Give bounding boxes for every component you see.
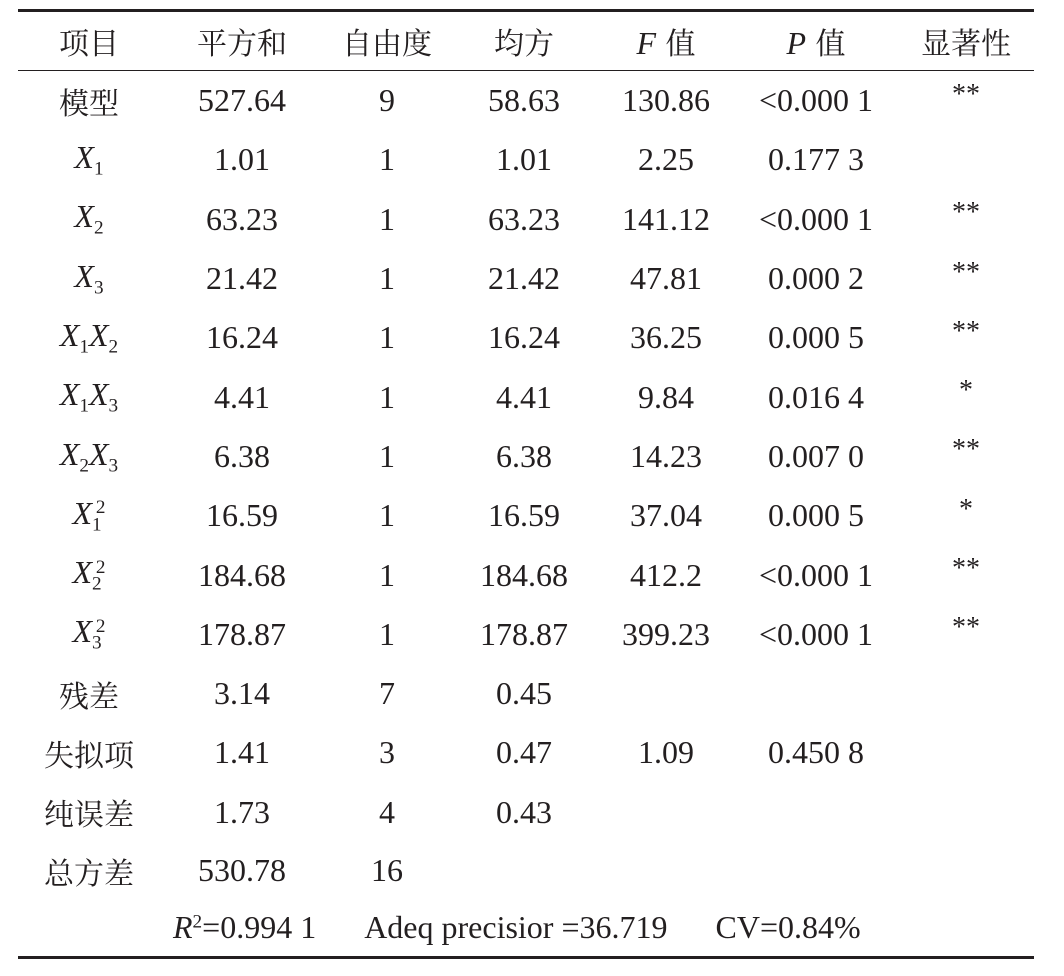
cell-significance: * [959, 493, 973, 525]
cell-degrees-of-freedom: 3 [379, 734, 395, 771]
cell-item: 残差 [59, 679, 119, 715]
cell-significance: ** [952, 434, 980, 466]
cell-p-value: <0.000 1 [758, 200, 874, 237]
anova-table-container [18, 9, 1034, 959]
cell-f-value [598, 783, 734, 842]
cell-degrees-of-freedom: 1 [379, 141, 395, 178]
cell-item: $X_1$ [74, 139, 104, 180]
table-row [18, 308, 1034, 367]
cell-degrees-of-freedom: 1 [379, 497, 395, 534]
cell-mean-square: 184.68 [480, 556, 568, 593]
cell-item: 模型 [59, 86, 119, 122]
r2-superscript: 2 [192, 911, 203, 933]
cell-mean-square: 6.38 [496, 437, 552, 474]
cell-p-value: 0.000 2 [768, 260, 864, 297]
header-f-value: F 值 [636, 25, 696, 62]
cell-p-value: 0.000 5 [768, 319, 864, 356]
cell-significance [898, 717, 1034, 776]
cell-degrees-of-freedom: 1 [379, 260, 395, 297]
cell-significance: * [959, 375, 973, 407]
cell-degrees-of-freedom: 1 [379, 437, 395, 474]
cell-sum-of-squares: 1.01 [214, 141, 270, 178]
cell-item: $X_2X_3$ [59, 435, 119, 477]
cell-mean-square: 0.45 [496, 675, 552, 712]
table-row [18, 367, 1034, 426]
table-row [18, 190, 1034, 249]
cell-p-value: 0.016 4 [768, 378, 864, 415]
cell-degrees-of-freedom: 9 [379, 82, 395, 119]
header-significance: 显著性 [921, 27, 1011, 62]
table-row [18, 723, 1034, 782]
table-row [18, 605, 1034, 664]
cell-mean-square: 63.23 [488, 200, 560, 237]
cell-item: 纯误差 [44, 798, 134, 834]
table-header [18, 11, 1034, 71]
table-row [18, 130, 1034, 189]
cell-sum-of-squares: 16.24 [206, 319, 278, 356]
header-row [18, 11, 1034, 71]
cell-p-value [734, 842, 898, 900]
cell-significance [898, 124, 1034, 183]
cell-degrees-of-freedom: 1 [379, 615, 395, 652]
cv-value: CV=0.84% [715, 909, 861, 946]
cell-sum-of-squares: 1.41 [214, 734, 270, 771]
cell-sum-of-squares: 530.78 [198, 852, 286, 889]
cell-mean-square: 16.59 [488, 497, 560, 534]
table-row [18, 664, 1034, 723]
cell-degrees-of-freedom: 16 [371, 852, 403, 889]
cell-significance: ** [952, 197, 980, 229]
cell-mean-square: 58.63 [488, 82, 560, 119]
cell-p-value: <0.000 1 [758, 82, 874, 119]
cell-significance: ** [952, 256, 980, 288]
cell-p-value: <0.000 1 [758, 556, 874, 593]
cell-item: $X_2^2$ [72, 554, 106, 595]
fit-statistics [18, 900, 1034, 958]
cell-item: $X_2$ [74, 198, 104, 240]
cell-f-value: 37.04 [630, 497, 702, 534]
cell-f-value: 2.25 [638, 141, 694, 178]
cell-significance [898, 658, 1034, 717]
cell-mean-square: 1.01 [496, 141, 552, 178]
cell-f-value: 47.81 [630, 260, 702, 297]
cell-degrees-of-freedom: 1 [379, 378, 395, 415]
cell-sum-of-squares: 21.42 [206, 260, 278, 297]
cell-item: $X_1X_3$ [59, 376, 119, 417]
cell-f-value [598, 842, 734, 900]
cell-degrees-of-freedom: 1 [379, 200, 395, 237]
table-row [18, 545, 1034, 604]
header-item: 项目 [59, 27, 119, 62]
cell-sum-of-squares: 4.41 [214, 378, 270, 415]
cell-sum-of-squares: 178.87 [198, 615, 286, 652]
cell-sum-of-squares: 527.64 [198, 82, 286, 119]
header-mean-square: 均方 [494, 27, 554, 62]
cell-degrees-of-freedom: 1 [379, 319, 395, 356]
cell-significance: ** [952, 553, 980, 585]
cell-mean-square: 16.24 [488, 319, 560, 356]
cell-p-value: 0.007 0 [768, 437, 864, 474]
cell-f-value: 14.23 [630, 437, 702, 474]
cell-item: 失拟项 [44, 738, 134, 774]
table-row [18, 486, 1034, 545]
cell-f-value: 9.84 [638, 378, 694, 415]
header-sum-of-squares: 平方和 [197, 27, 287, 62]
cell-item: 总方差 [44, 856, 134, 892]
header-degrees-of-freedom: 自由度 [342, 27, 432, 62]
cell-mean-square: 21.42 [488, 260, 560, 297]
cell-p-value: 0.000 5 [768, 497, 864, 534]
cell-f-value: 1.09 [638, 734, 694, 771]
cell-f-value: 399.23 [622, 615, 710, 652]
cell-f-value [598, 664, 734, 723]
cell-f-value: 412.2 [630, 556, 702, 593]
cell-p-value: <0.000 1 [758, 615, 874, 652]
table-row [18, 249, 1034, 308]
cell-f-value: 36.25 [630, 319, 702, 356]
table-row [18, 71, 1034, 131]
cell-significance: ** [952, 315, 980, 347]
table-footer [18, 900, 1034, 958]
cell-p-value: 0.177 3 [768, 141, 864, 178]
cell-sum-of-squares: 3.14 [214, 675, 270, 712]
header-p-value: P 值 [786, 25, 846, 62]
cell-significance [898, 777, 1034, 836]
cell-p-value [734, 783, 898, 842]
cell-significance [898, 836, 1034, 894]
adeq-precision: Adeq precisior =36.719 [364, 909, 668, 946]
cell-sum-of-squares: 63.23 [206, 200, 278, 237]
anova-table [18, 9, 1034, 959]
cell-degrees-of-freedom: 1 [379, 556, 395, 593]
cell-significance: ** [952, 78, 980, 110]
table-row [18, 427, 1034, 486]
cell-item: $X_3$ [74, 257, 104, 299]
cell-sum-of-squares: 16.59 [206, 497, 278, 534]
cell-degrees-of-freedom: 7 [379, 675, 395, 712]
cell-mean-square: 0.43 [496, 793, 552, 830]
cell-p-value [734, 664, 898, 723]
cell-significance: ** [952, 612, 980, 644]
r2-value: =0.994 1 [202, 909, 317, 946]
r2-symbol: R [173, 909, 193, 946]
cell-sum-of-squares: 1.73 [214, 793, 270, 830]
cell-sum-of-squares: 6.38 [214, 437, 270, 474]
cell-f-value: 130.86 [622, 82, 710, 119]
cell-degrees-of-freedom: 4 [379, 793, 395, 830]
cell-p-value: 0.450 8 [768, 734, 864, 771]
table-row [18, 842, 1034, 900]
cell-mean-square: 178.87 [480, 615, 568, 652]
cell-item: $X_3^2$ [72, 613, 106, 655]
cell-mean-square: 4.41 [496, 378, 552, 415]
cell-sum-of-squares: 184.68 [198, 556, 286, 593]
cell-item: $X_1^2$ [72, 494, 106, 536]
table-row [18, 783, 1034, 842]
cell-mean-square [450, 842, 598, 900]
table-body [18, 71, 1034, 900]
cell-item: $X_1X_2$ [59, 316, 119, 358]
cell-f-value: 141.12 [622, 200, 710, 237]
cell-mean-square: 0.47 [496, 734, 552, 771]
